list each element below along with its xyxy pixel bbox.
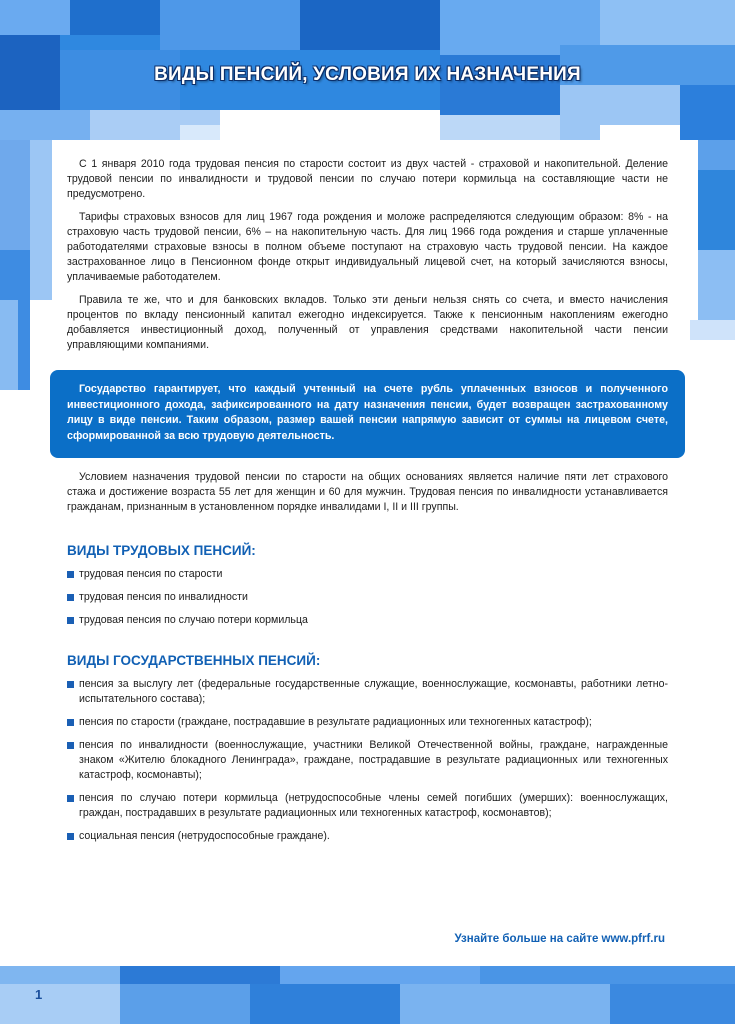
list-item [67, 738, 668, 783]
list-item-text: пенсия за выслугу лет (федеральные государственные служащие, военнослужащие, космонавты, работники летно-испытательного состава); [79, 678, 668, 705]
square-bullet-icon [67, 719, 74, 726]
state-pensions-heading: ВИДЫ ГОСУДАРСТВЕННЫХ ПЕНСИЙ: [67, 653, 321, 668]
list-item-text: пенсия по старости (граждане, пострадавшие в результате радиационных или техногенных катастроф); [79, 716, 592, 728]
state-pensions-list [67, 677, 668, 852]
square-bullet-icon [67, 795, 74, 802]
list-item-text: трудовая пенсия по старости [79, 568, 223, 580]
list-item-text: социальная пенсия (нетрудоспособные граждане). [79, 830, 330, 842]
paragraph: Условием назначения трудовой пенсии по старости на общих основаниях является наличие пяти лет страхового стажа и достижение возраста 55 лет для женщин и 60 для мужчин. Трудовая пенсия по инвалидности устанавливается гражданам, признанным в установленном порядке инвалидами I, II и III группы. [67, 471, 668, 514]
website-link[interactable]: Узнайте больше на сайте www.pfrf.ru [454, 933, 665, 945]
labor-pensions-list [67, 567, 668, 636]
list-item [67, 677, 668, 707]
labor-pensions-heading: ВИДЫ ТРУДОВЫХ ПЕНСИЙ: [67, 543, 256, 558]
list-item-text: трудовая пенсия по случаю потери кормильца [79, 614, 308, 626]
list-item [67, 791, 668, 821]
square-bullet-icon [67, 681, 74, 688]
paragraph: Правила те же, что и для банковских вкладов. Только эти деньги нельзя снять со счета, и вместо начисления процентов по вкладу пенсионный капитал ежегодно индексируется. Также к пенсионным накоплениям ежегодно добавляется инвестиционный доход, полученный от управления средствами накопительной части пенсии управляющими компаниями. [67, 293, 668, 352]
list-item-text: пенсия по инвалидности (военнослужащие, участники Великой Отечественной войны, граждане, награжденные знаком «Жителю блокадного Ленинграда», граждане, пострадавшие в результате радиационных или техногенных катастроф, космонавты); [79, 739, 668, 781]
page-title: ВИДЫ ПЕНСИЙ, УСЛОВИЯ ИХ НАЗНАЧЕНИЯ [154, 64, 581, 85]
conditions-text [67, 470, 668, 523]
square-bullet-icon [67, 742, 74, 749]
paragraph: Тарифы страховых взносов для лиц 1967 года рождения и моложе распределяются следующим образом: 8% - на страховую часть трудовой пенсии, 6% – на накопительную часть. Для лиц 1966 года рождения и старше уплаченные работодателями страховые взносы в полном объеме поступают на страховую часть трудовой пенсии. На каждое застрахованное лицо в Пенсионном фонде открыт индивидуальный лицевой счет, на который зачисляются взносы, уплачиваемые работодателем. [67, 210, 668, 284]
square-bullet-icon [67, 833, 74, 840]
list-item-text: трудовая пенсия по инвалидности [79, 591, 248, 603]
highlight-text: Государство гарантирует, что каждый учтенный на счете рубль уплаченных взносов и полученного инвестиционного дохода, зафиксированного на дату назначения пенсии, будет возвращен застрахованному лицу в виде пенсии. Таким образом, размер вашей пенсии напрямую зависит от суммы на лицевом счете, сформированной за всю трудовую деятельность. [67, 383, 668, 442]
square-bullet-icon [67, 594, 74, 601]
list-item [67, 613, 668, 628]
paragraph: С 1 января 2010 года трудовая пенсия по старости состоит из двух частей - страховой и накопительной. Деление трудовой пенсии по инвалидности и трудовой пенсии по случаю потери кормильца на составляющие части не предусмотрено. [67, 158, 668, 201]
list-item [67, 715, 668, 730]
square-bullet-icon [67, 571, 74, 578]
list-item [67, 590, 668, 605]
page-number: 1 [35, 987, 43, 1002]
list-item [67, 567, 668, 582]
list-item-text: пенсия по случаю потери кормильца (нетрудоспособные члены семей погибших (умерших): военнослужащих, граждан, пострадавших в результате радиационных или техногенных катастроф, космонавтов); [79, 792, 668, 819]
square-bullet-icon [67, 617, 74, 624]
list-item [67, 829, 668, 844]
intro-text [67, 157, 668, 360]
